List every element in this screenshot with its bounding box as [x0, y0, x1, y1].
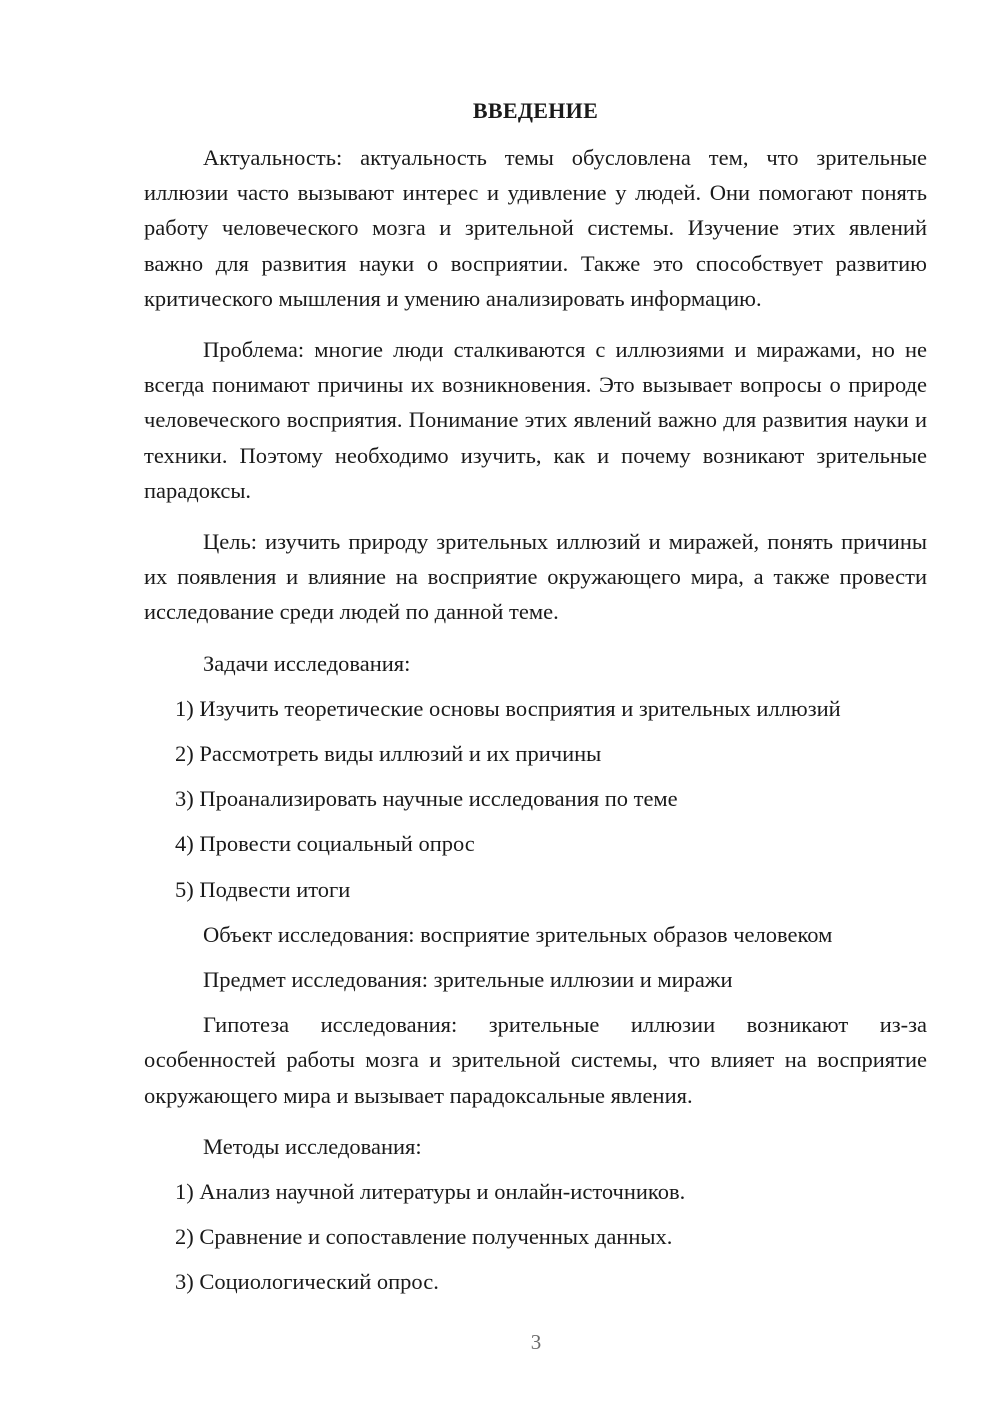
methods-heading: Методы исследования: — [203, 1133, 422, 1159]
subject-line: Предмет исследования: зрительные иллюзии и миражи — [203, 967, 733, 993]
object-line: Объект исследования: восприятие зрительных образов человеком — [203, 921, 833, 947]
list-item: 1) Изучить теоретические основы восприятия и зрительных иллюзий — [175, 695, 841, 721]
list-item: 1) Анализ научной литературы и онлайн-источников. — [175, 1179, 686, 1205]
methods-list — [144, 1174, 927, 1300]
hypothesis-paragraph: Гипотеза исследования: зрительные иллюзии возникают из-за особенностей работы мозга и зрительной системы, что влияет на восприятие окружающего мира и вызывает парадоксальные явления. — [144, 1012, 927, 1108]
document-page — [144, 96, 927, 1310]
tasks-list — [144, 691, 927, 907]
list-item: 2) Сравнение и сопоставление полученных данных. — [175, 1224, 673, 1250]
list-item: 4) Провести социальный опрос — [175, 831, 475, 857]
list-item: 3) Социологический опрос. — [175, 1269, 439, 1295]
list-item: 2) Рассмотреть виды иллюзий и их причины — [175, 741, 602, 767]
page-number: 3 — [530, 1330, 542, 1354]
tasks-heading: Задачи исследования: — [203, 650, 411, 676]
section-title: ВВЕДЕНИЕ — [472, 98, 599, 123]
goal-paragraph: Цель: изучить природу зрительных иллюзий и миражей, понять причины их появления и влияние на восприятие окружающего мира, а также провести исследование среди людей по данной теме. — [144, 529, 927, 625]
problem-paragraph: Проблема: многие люди сталкиваются с иллюзиями и миражами, но не всегда понимают причины их возникновения. Это вызывает вопросы о природе человеческого восприятия. Понимание этих явлений важно для развития науки и техники. Поэтому необходимо изучить, как и почему возникают зрительные парадоксы. — [144, 337, 927, 503]
list-item: 5) Подвести итоги — [175, 876, 351, 902]
relevance-paragraph: Актуальность: актуальность темы обусловлена тем, что зрительные иллюзии часто вызывают интерес и удивление у людей. Они помогают понять работу человеческого мозга и зрительной системы. Изучение этих явлений важно для развития науки о восприятии. Также это способствует развитию критического мышления и умению анализировать информацию. — [144, 145, 927, 311]
list-item: 3) Проанализировать научные исследования по теме — [175, 786, 678, 812]
